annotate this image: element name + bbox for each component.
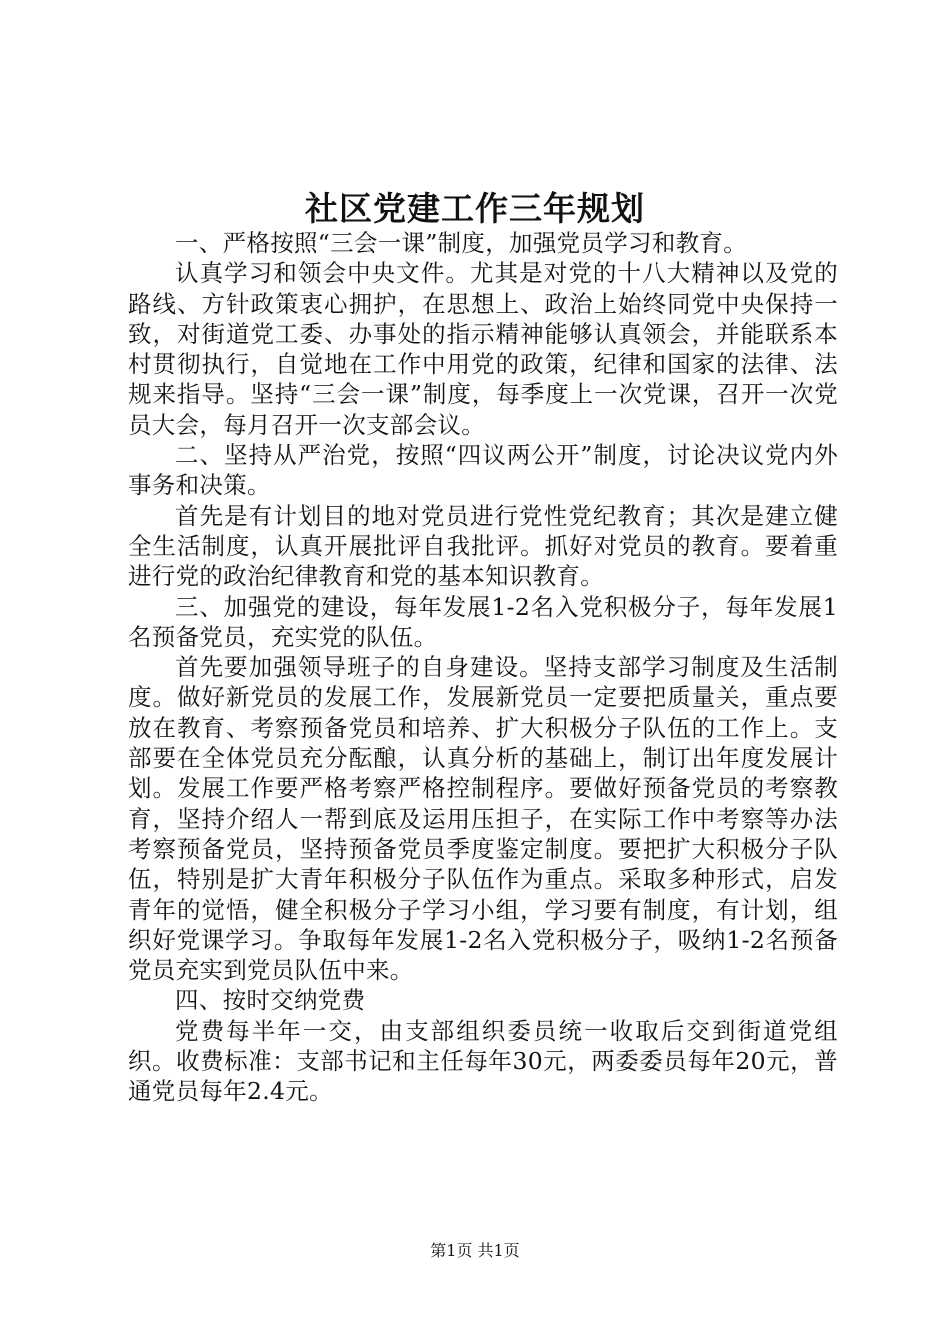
section-heading-1: 一、严格按照“三会一课”制度，加强党员学习和教育。: [175, 229, 748, 257]
section-heading-2: 二、坚持从严治党，按照“四议两公开”制度，讨论决议党内外事务和决策。: [128, 441, 838, 500]
document-title: 社区党建工作三年规划: [305, 189, 645, 228]
paragraph: 认真学习和领会中央文件。尤其是对党的十八大精神以及党的路线、方针政策衷心拥护，在思想上、政治上始终同党中央保持一致，对街道党工委、办事处的指示精神能够认真领会，并能联系本村贯彻执行，自觉地在工作中用党的政策，纪律和国家的法律、法规来指导。坚持“三会一课”制度，每季度上一次党课，召开一次党员大会，每月召开一次支部会议。: [128, 259, 838, 439]
paragraph: 首先是有计划目的地对党员进行党性党纪教育；其次是建立健全生活制度，认真开展批评自我批评。抓好对党员的教育。要着重进行党的政治纪律教育和党的基本知识教育。: [128, 501, 838, 591]
section-heading-3: 三、加强党的建设，每年发展1-2名入党积极分子，每年发展1名预备党员，充实党的队伍。: [128, 592, 838, 651]
document-body: [128, 228, 838, 1107]
page-footer: 第1页 共1页: [430, 1241, 520, 1260]
paragraph: 首先要加强领导班子的自身建设。坚持支部学习制度及生活制度。做好新党员的发展工作，发展新党员一定要把质量关，重点要放在教育、考察预备党员和培养、扩大积极分子队伍的工作上。支部要在全体党员充分酝酿，认真分析的基础上，制订出年度发展计划。发展工作要严格考察严格控制程序。要做好预备党员的考察教育，坚持介绍人一帮到底及运用压担子，在实际工作中考察等办法考察预备党员，坚持预备党员季度鉴定制度。要把扩大积极分子队伍，特别是扩大青年积极分子队伍作为重点。采取多种形式，启发青年的觉悟，健全积极分子学习小组，学习要有制度，有计划，组织好党课学习。争取每年发展1-2名入党积极分子，吸纳1-2名预备党员充实到党员队伍中来。: [128, 653, 838, 985]
paragraph: 党费每半年一交，由支部组织委员统一收取后交到街道党组织。收费标准：支部书记和主任每年30元，两委委员每年20元，普通党员每年2.4元。: [128, 1016, 838, 1106]
section-heading-4: 四、按时交纳党费: [175, 986, 366, 1015]
